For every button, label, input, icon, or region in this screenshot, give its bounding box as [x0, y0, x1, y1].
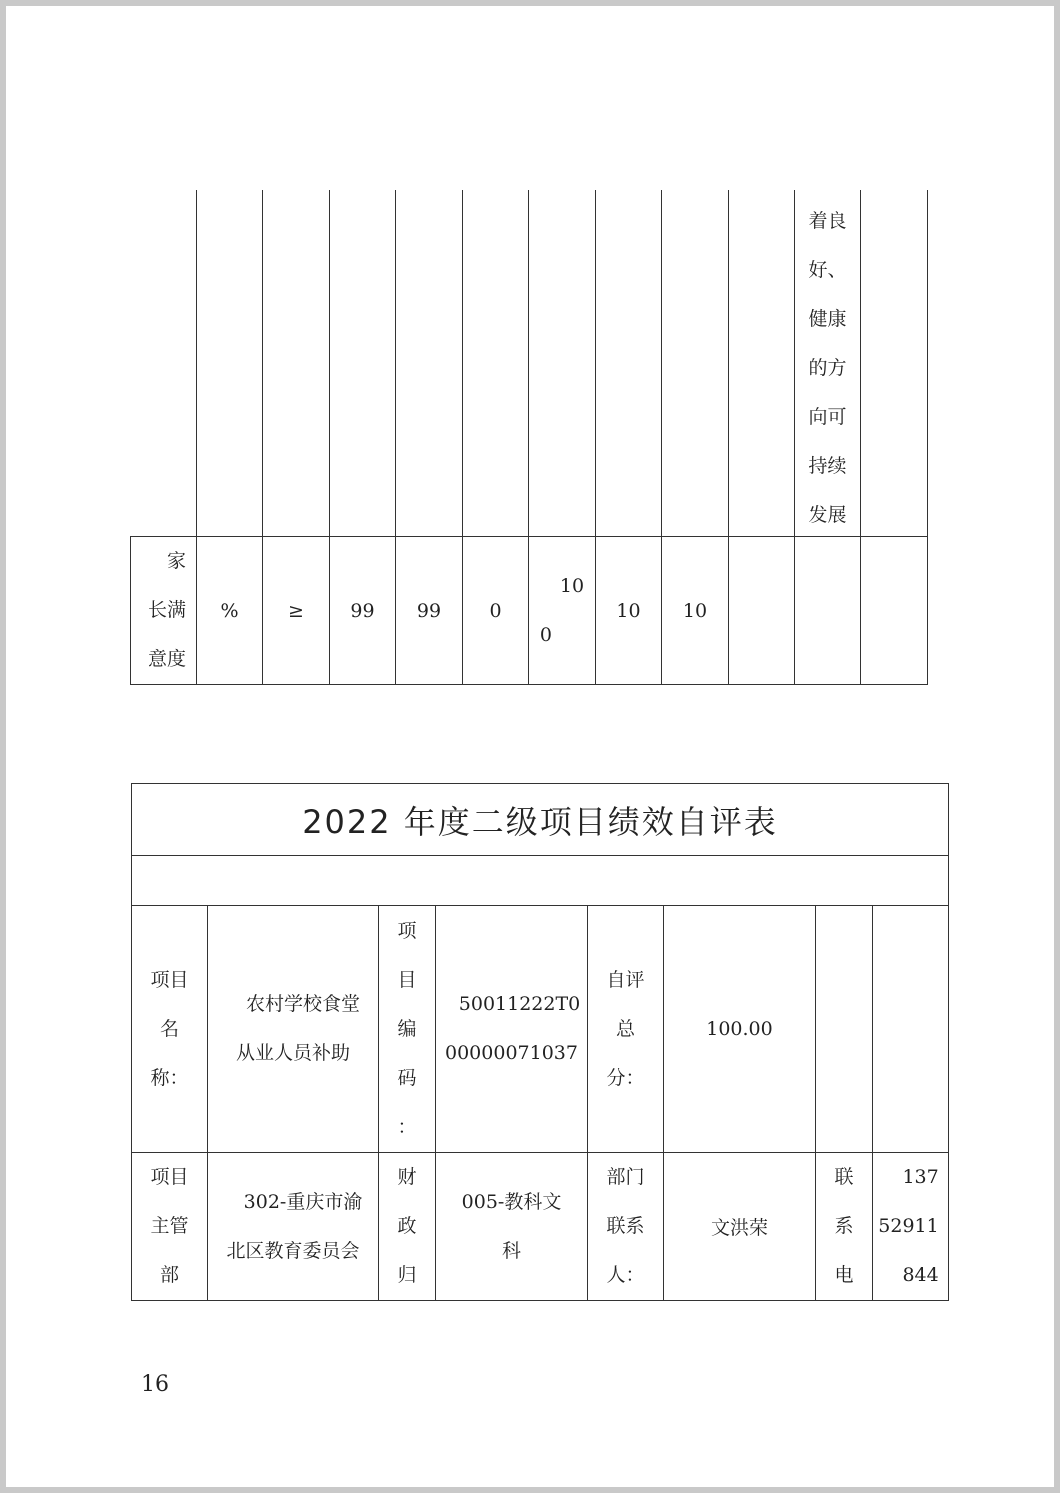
- finance-value: [436, 1153, 587, 1300]
- self-score-value: 100.00: [706, 1018, 773, 1040]
- deviation-cell: 0: [489, 599, 502, 622]
- label-line: ：: [397, 1115, 417, 1138]
- label-line: 项: [397, 919, 417, 942]
- phone-value: [873, 1153, 948, 1300]
- weight-cell: 10: [616, 599, 641, 622]
- score-cell: 10: [682, 599, 708, 622]
- contact-label: [588, 1153, 663, 1300]
- completion-line: 10: [559, 574, 585, 597]
- value-line: 844: [902, 1264, 939, 1286]
- finance-label: [379, 1153, 435, 1300]
- label-line: 目: [397, 968, 417, 991]
- desc-line: 的方: [808, 357, 847, 379]
- value-line: 005-教科文: [461, 1190, 562, 1213]
- value-line: 50011222T0: [458, 993, 581, 1015]
- unit-cell: %: [220, 599, 239, 622]
- indicator-name: [131, 537, 196, 684]
- outcome-description: [795, 197, 860, 542]
- label-line: 部: [159, 1264, 179, 1286]
- label-line: 编: [397, 1017, 417, 1040]
- value-line: 北区教育委员会: [226, 1239, 360, 1262]
- desc-line: 好、: [808, 259, 847, 281]
- label-line: 联系: [606, 1215, 645, 1237]
- label-line: 名: [159, 1017, 179, 1040]
- indicator-line: 意度: [147, 648, 186, 670]
- indicator-line: 家: [166, 550, 186, 572]
- label-line: 主管: [150, 1215, 189, 1237]
- label-line: 分：: [606, 1066, 645, 1089]
- label-line: 自评: [606, 968, 645, 991]
- project-name-label: [132, 906, 207, 1152]
- page-number: 16: [141, 1372, 169, 1397]
- completion-cell: [529, 537, 595, 684]
- value-line: 农村学校食堂: [245, 993, 360, 1015]
- label-line: 政: [397, 1215, 417, 1237]
- dept-value: [208, 1153, 378, 1300]
- phone-label: [816, 1153, 872, 1300]
- label-line: 财: [397, 1166, 417, 1188]
- contact-value: 文洪荣: [710, 1217, 768, 1239]
- project-code-value: [436, 906, 587, 1152]
- table-title: 2022 年度二级项目绩效自评表: [302, 802, 778, 841]
- label-line: 称：: [150, 1066, 189, 1089]
- self-score-label: [588, 906, 663, 1152]
- project-name-value: [208, 906, 378, 1152]
- label-line: 系: [834, 1215, 854, 1237]
- desc-line: 向可: [808, 406, 847, 428]
- completion-line: 0: [539, 623, 552, 646]
- label-line: 项目: [150, 1166, 189, 1188]
- value-line: 从业人员补助: [235, 1042, 350, 1064]
- label-line: 部门: [606, 1166, 645, 1188]
- indicator-line: 长满: [147, 599, 186, 621]
- label-line: 归: [397, 1264, 417, 1286]
- desc-line: 发展: [808, 504, 847, 526]
- desc-line: 持续: [808, 455, 847, 477]
- desc-line: 着良: [808, 210, 847, 232]
- target-cell: 99: [350, 599, 375, 622]
- project-code-label: [379, 906, 435, 1152]
- label-line: 人：: [606, 1264, 645, 1286]
- label-line: 总: [615, 1017, 635, 1040]
- value-line: 科: [501, 1239, 521, 1262]
- desc-line: 健康: [808, 308, 847, 330]
- value-line: 00000071037: [445, 1042, 578, 1064]
- value-line: 137: [902, 1166, 939, 1188]
- label-line: 项目: [150, 968, 189, 991]
- value-line: 302-重庆市渝: [243, 1190, 363, 1213]
- label-line: 电: [834, 1264, 854, 1286]
- label-line: 联: [834, 1166, 854, 1188]
- value-line: 52911: [878, 1215, 939, 1237]
- operator-cell: ≥: [288, 599, 304, 622]
- actual-cell: 99: [416, 599, 442, 622]
- dept-label: [132, 1153, 207, 1300]
- label-line: 码: [397, 1066, 417, 1089]
